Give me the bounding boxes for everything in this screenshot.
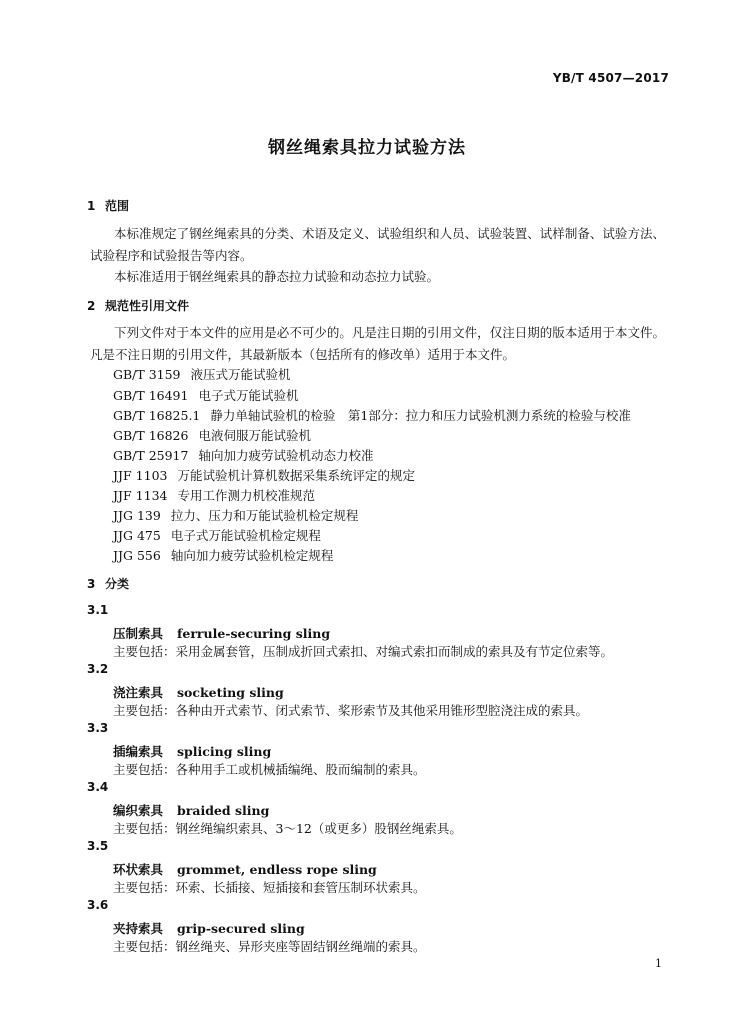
clause-number: 3.6 bbox=[87, 898, 109, 912]
reference-title: 轴向加力疲劳试验机动态力校准 bbox=[198, 448, 374, 463]
scope-paragraph-2: 本标准适用于钢丝绳索具的静态拉力试验和动态拉力试验。 bbox=[114, 269, 440, 284]
clause-number: 3.4 bbox=[87, 780, 109, 794]
reference-code: GB/T 16825.1 bbox=[113, 408, 201, 423]
section-heading-normative bbox=[87, 297, 189, 314]
clause-number: 3.1 bbox=[87, 603, 109, 617]
section-title: 范围 bbox=[105, 199, 130, 213]
reference-item bbox=[113, 386, 298, 406]
term-en: grommet, endless rope sling bbox=[177, 862, 377, 877]
clause-number: 3.3 bbox=[87, 721, 109, 735]
reference-item bbox=[113, 526, 321, 546]
term-cn: 压制索具 bbox=[113, 626, 164, 641]
term-en: braided sling bbox=[177, 803, 270, 818]
document-title: 钢丝绳索具拉力试验方法 bbox=[268, 138, 466, 158]
term-entry bbox=[113, 683, 284, 701]
section-number: 1 bbox=[87, 199, 96, 213]
scope-paragraph-1: 本标准规定了钢丝绳索具的分类、术语及定义、试验组织和人员、试验装置、试样制备、试验方法、试验程序和试验报告等内容。 bbox=[90, 226, 665, 263]
term-entry bbox=[113, 624, 330, 642]
reference-item bbox=[113, 546, 333, 566]
reference-code: JJF 1134 bbox=[113, 488, 168, 503]
term-en: socketing sling bbox=[177, 685, 284, 700]
reference-item bbox=[113, 486, 315, 506]
reference-title: 静力单轴试验机的检验 第1部分：拉力和压力试验机测力系统的检验与校准 bbox=[210, 408, 631, 423]
reference-item bbox=[113, 466, 415, 486]
term-en: splicing sling bbox=[177, 744, 272, 759]
reference-item bbox=[113, 446, 373, 466]
term-entry bbox=[113, 860, 377, 878]
reference-item bbox=[113, 406, 631, 426]
reference-code: JJG 556 bbox=[113, 548, 161, 563]
term-definition: 主要包括：各种用手工或机械插编绳、股而编制的索具。 bbox=[113, 762, 426, 777]
page-number: 1 bbox=[655, 957, 662, 970]
section-heading-classification bbox=[87, 575, 129, 592]
reference-code: GB/T 16826 bbox=[113, 428, 189, 443]
section-number: 3 bbox=[87, 577, 96, 591]
section-title: 规范性引用文件 bbox=[105, 299, 190, 313]
reference-code: JJG 475 bbox=[113, 528, 161, 543]
term-en: grip-secured sling bbox=[177, 921, 305, 936]
normative-intro: 下列文件对于本文件的应用是必不可少的。凡是注日期的引用文件，仅注日期的版本适用于本文件。凡是不注日期的引用文件，其最新版本（包括所有的修改单）适用于本文件。 bbox=[90, 325, 665, 362]
term-definition: 主要包括：钢丝绳编织索具、3～12（或更多）股钢丝绳索具。 bbox=[113, 821, 462, 836]
term-cn: 编织索具 bbox=[113, 803, 164, 818]
term-cn: 环状索具 bbox=[113, 862, 164, 877]
clause-number: 3.2 bbox=[87, 662, 109, 676]
term-en: ferrule-securing sling bbox=[177, 626, 331, 641]
standard-code: YB/T 4507—2017 bbox=[552, 71, 669, 85]
reference-code: GB/T 16491 bbox=[113, 388, 189, 403]
reference-title: 电子式万能试验机 bbox=[198, 388, 299, 403]
reference-code: GB/T 3159 bbox=[113, 367, 181, 382]
reference-item bbox=[113, 365, 291, 385]
clause-number: 3.5 bbox=[87, 839, 109, 853]
reference-title: 电子式万能试验机检定规程 bbox=[170, 528, 321, 543]
term-definition: 主要包括：采用金属套管，压制成折回式索扣、对编式索扣而制成的索具及有节定位索等。 bbox=[113, 644, 614, 659]
term-entry bbox=[113, 919, 305, 937]
reference-title: 轴向加力疲劳试验机检定规程 bbox=[170, 548, 334, 563]
term-definition: 主要包括：环索、长插接、短插接和套管压制环状索具。 bbox=[113, 880, 426, 895]
section-title: 分类 bbox=[105, 577, 130, 591]
term-definition: 主要包括：各种由开式索节、闭式索节、桨形索节及其他采用锥形型腔浇注成的索具。 bbox=[113, 703, 589, 718]
term-cn: 插编索具 bbox=[113, 744, 164, 759]
reference-code: GB/T 25917 bbox=[113, 448, 189, 463]
term-cn: 浇注索具 bbox=[113, 685, 164, 700]
term-entry bbox=[113, 801, 269, 819]
section-number: 2 bbox=[87, 299, 96, 313]
reference-item bbox=[113, 506, 358, 526]
reference-title: 拉力、压力和万能试验机检定规程 bbox=[170, 508, 359, 523]
section-heading-scope bbox=[87, 197, 129, 214]
reference-title: 电液伺服万能试验机 bbox=[198, 428, 311, 443]
reference-title: 液压式万能试验机 bbox=[190, 367, 291, 382]
reference-item bbox=[113, 426, 311, 446]
term-cn: 夹持索具 bbox=[113, 921, 164, 936]
reference-code: JJF 1103 bbox=[113, 468, 168, 483]
reference-title: 万能试验机计算机数据采集系统评定的规定 bbox=[177, 468, 415, 483]
reference-code: JJG 139 bbox=[113, 508, 161, 523]
term-definition: 主要包括：钢丝绳夹、异形夹座等固结钢丝绳端的索具。 bbox=[113, 939, 426, 954]
reference-title: 专用工作测力机校准规范 bbox=[177, 488, 315, 503]
term-entry bbox=[113, 742, 271, 760]
